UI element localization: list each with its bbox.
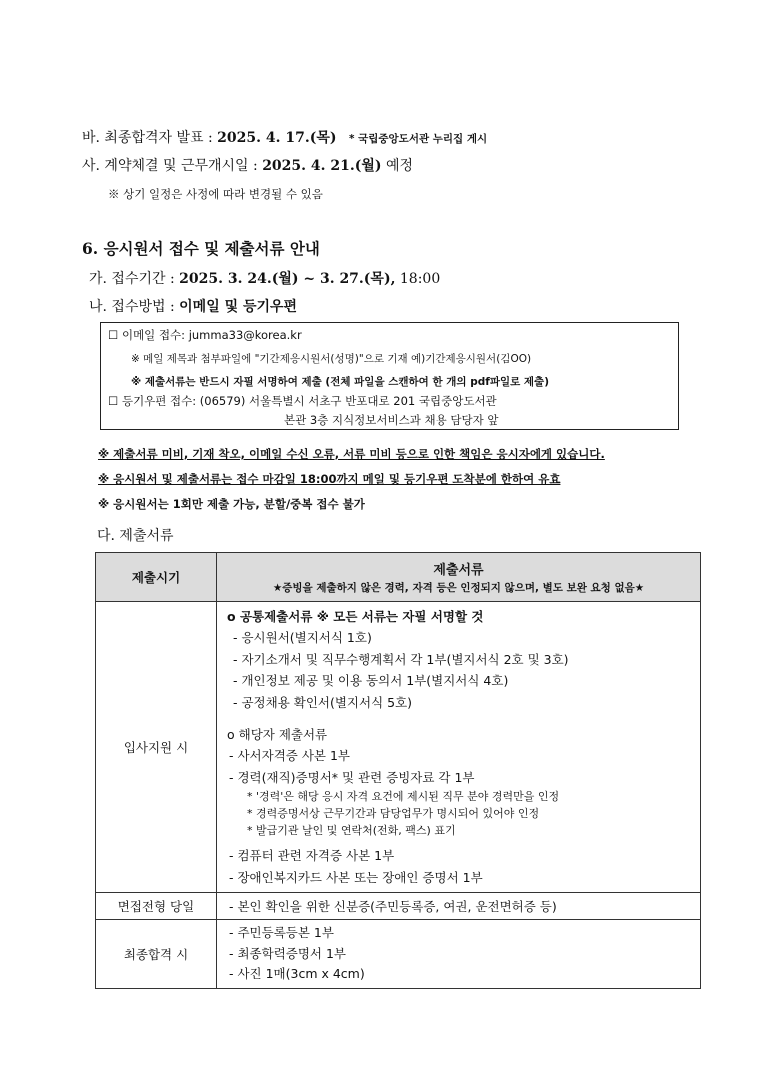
documents-table [95, 552, 701, 989]
schedule-contract-start [82, 155, 413, 175]
email-submission: ☐ 이메일 접수: jumma33@korea.kr [108, 328, 302, 342]
list-item: - 사진 1매(3cm x 4cm) [229, 966, 365, 981]
schedule-final-announcement [82, 127, 487, 147]
table-header-row [96, 553, 701, 602]
warning-once-only: ※ 응시원서는 1회만 제출 가능, 분할/중복 접수 불가 [98, 497, 365, 511]
list-item: - 컴퓨터 관련 자격증 사본 1부 [229, 848, 395, 863]
list-item: - 자기소개서 및 직무수행계획서 각 1부(별지서식 2호 및 3호) [233, 651, 569, 667]
list-item: - 개인정보 제공 및 이용 동의서 1부(별지서식 4호) [233, 673, 509, 688]
method-label: 나. 접수방법 : [89, 299, 180, 315]
contract-date: 2025. 4. 21.(월) [262, 158, 382, 174]
list-item: - 최종학력증명서 1부 [229, 945, 347, 961]
contract-suffix: 예정 [381, 158, 414, 174]
list-item: - 경력(재직)증명서* 및 관련 증빙자료 각 1부 [229, 769, 475, 785]
documents-heading: 다. 제출서류 [97, 528, 174, 544]
table-row [96, 920, 701, 989]
row-docs-apply [217, 602, 701, 893]
list-item: - 사서자격증 사본 1부 [229, 748, 350, 763]
announcement-date: 2025. 4. 17.(목) [217, 130, 337, 146]
contract-label: 사. 계약체결 및 근무개시일 : [82, 158, 263, 174]
period-label: 가. 접수기간 : [89, 271, 180, 287]
row-timing-interview: 면접전형 당일 [96, 893, 217, 920]
row-docs-interview [217, 893, 701, 920]
list-item: - 장애인복지카드 사본 또는 장애인 증명서 1부 [229, 869, 483, 885]
row-timing-apply: 입사지원 시 [96, 602, 217, 893]
career-note: * 경력증명서상 근무기간과 담당업무가 명시되어 있어야 인정 [247, 807, 540, 820]
header-documents [217, 553, 701, 602]
announcement-note: * 국립중앙도서관 누리집 게시 [348, 133, 488, 145]
table-row [96, 602, 701, 893]
list-item: - 본인 확인을 위한 신분증(주민등록증, 여권, 운전면허증 등) [229, 899, 557, 914]
period-time: 18:00 [395, 271, 441, 287]
post-address-line2: 본관 3층 지식정보서비스과 채용 담당자 앞 [284, 413, 499, 427]
table-row [96, 893, 701, 920]
email-subject-note: ※ 메일 제목과 첨부파일에 "기간제응시원서(성명)"으로 기재 예)기간제응시원서(김OO) [131, 353, 532, 365]
section-heading: 6. 응시원서 접수 및 제출서류 안내 [82, 239, 320, 258]
row-timing-final: 최종합격 시 [96, 920, 217, 989]
list-item: - 공정채용 확인서(별지서식 5호) [233, 694, 413, 710]
list-item: - 응시원서(별지서식 1호) [233, 630, 372, 645]
list-item: - 주민등록등본 1부 [229, 925, 334, 940]
application-method [89, 296, 297, 316]
header-timing: 제출시기 [96, 553, 217, 602]
submission-info-box [100, 322, 679, 430]
period-dates: 2025. 3. 24.(월) ~ 3. 27.(목), [179, 271, 396, 287]
row-docs-final [217, 920, 701, 989]
career-note: * 발급기관 날인 및 연락처(전화, 팩스) 표기 [247, 824, 456, 837]
warning-responsibility: ※ 제출서류 미비, 기재 착오, 이메일 수신 오류, 서류 미비 등으로 인한 책임은 응시자에게 있습니다. [98, 447, 605, 461]
career-note: * '경력'은 해당 응시 자격 요건에 제시된 직무 분야 경력만을 인정 [247, 790, 560, 803]
announcement-label: 바. 최종합격자 발표 : [82, 130, 218, 146]
common-docs-title: o 공통제출서류 ※ 모든 서류는 자필 서명할 것 [227, 609, 484, 624]
application-period [89, 268, 440, 288]
applicable-docs-title: o 해당자 제출서류 [227, 727, 328, 742]
warning-deadline: ※ 응시원서 및 제출서류는 접수 마감일 18:00까지 메일 및 등기우편 도착분에 한하여 유효 [98, 472, 561, 486]
signature-note: ※ 제출서류는 반드시 자필 서명하여 제출 (전체 파일을 스캔하여 한 개의 pdf파일로 제출) [131, 376, 549, 388]
header-documents-note: ★증빙을 제출하지 않은 경력, 자격 등은 인정되지 않으며, 별도 보완 요청 없음★ [272, 582, 645, 594]
post-submission: ☐ 등기우편 접수: (06579) 서울특별시 서초구 반포대로 201 국립중앙도서관 [108, 394, 497, 408]
schedule-footnote: ※ 상기 일정은 사정에 따라 변경될 수 있음 [108, 187, 323, 201]
header-documents-title: 제출서류 [433, 563, 484, 578]
method-value: 이메일 및 등기우편 [179, 299, 298, 315]
